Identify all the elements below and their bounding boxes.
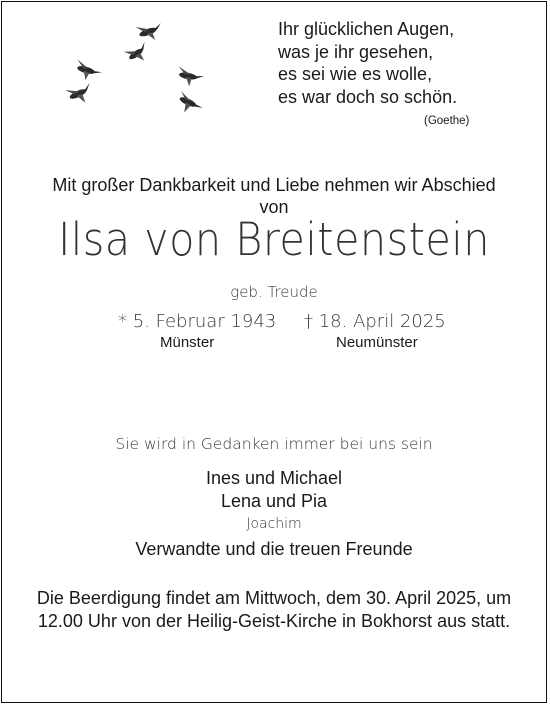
birth-place: Münster xyxy=(160,334,215,351)
goose-1 xyxy=(136,18,166,44)
goose-3 xyxy=(73,59,104,83)
funeral-line: 12.00 Uhr von der Heilig-Geist-Kirche in Bokhorst aus statt. xyxy=(37,610,511,631)
intro-text xyxy=(2,174,546,218)
death-place: Neumünster xyxy=(336,334,418,351)
goose-2 xyxy=(123,39,153,68)
mourner-line: Verwandte und die treuen Freunde xyxy=(135,539,413,559)
funeral-info xyxy=(2,587,546,632)
mourner-line: Lena und Pia xyxy=(220,491,328,511)
mourner-line: Ines und Michael xyxy=(205,468,343,488)
funeral-line: Die Beerdigung findet am Mittwoch, dem 30. April 2025, um xyxy=(36,588,512,608)
motto: Sie wird in Gedanken immer bei uns sein xyxy=(115,435,433,453)
goose-6 xyxy=(173,91,205,119)
death-date: † 18. April 2025 xyxy=(304,311,446,332)
poem-source: (Goethe) xyxy=(424,115,470,127)
poem-line: Ihr glücklichen Augen, xyxy=(278,19,455,39)
deceased-name: Ilsa von Breitenstein xyxy=(58,213,490,266)
poem-line: es war doch so schön. xyxy=(278,86,458,107)
poem-line: was je ihr gesehen, xyxy=(278,41,434,62)
obituary-notice xyxy=(1,1,547,703)
poem-line: es sei wie es wolle, xyxy=(278,64,433,84)
goethe-poem xyxy=(278,18,470,127)
goose-5 xyxy=(65,80,96,109)
intro-line: Mit großer Dankbarkeit und Liebe nehmen wir Abschied xyxy=(52,175,496,195)
birth-name: geb. Treude xyxy=(230,283,318,301)
goose-4 xyxy=(175,66,205,88)
flying-geese-image xyxy=(62,14,222,124)
intro-line: von xyxy=(259,197,289,217)
birth-date: * 5. Februar 1943 xyxy=(118,311,277,332)
mourner-line: Joachim xyxy=(246,516,302,532)
